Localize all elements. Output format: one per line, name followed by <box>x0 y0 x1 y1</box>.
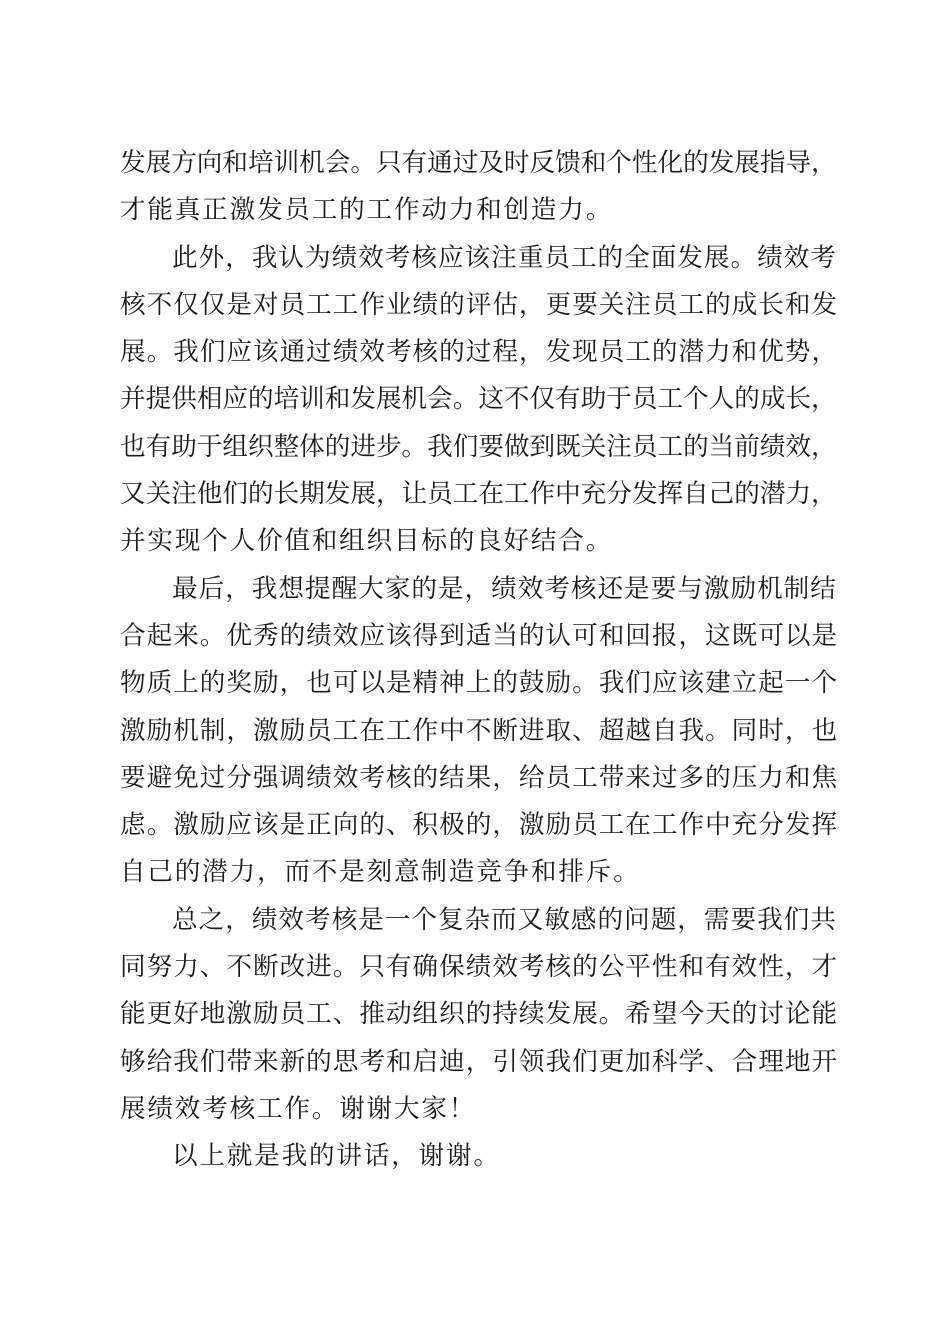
text-line: 并实现个人价值和组织目标的良好结合。 <box>120 526 614 557</box>
paragraph-first-line: 此外，我认为绩效考核应该注重员工的全面发展。绩效考 <box>172 242 837 273</box>
text-line: 也有助于组织整体的进步。我们要做到既关注员工的当前绩效， <box>120 431 837 462</box>
text-line: 又关注他们的长期发展，让员工在工作中充分发挥自己的潜力， <box>120 479 837 510</box>
paragraph-first-line: 最后，我想提醒大家的是，绩效考核还是要与激励机制结 <box>172 573 837 604</box>
text-line: 核不仅仅是对员工工作业绩的评估，更要关注员工的成长和发 <box>120 289 839 320</box>
text-line: 合起来。优秀的绩效应该得到适当的认可和回报，这既可以是 <box>120 620 839 651</box>
text-line: 并提供相应的培训和发展机会。这不仅有助于员工个人的成长， <box>120 384 837 415</box>
text-line: 展绩效考核工作。谢谢大家！ <box>120 1093 477 1124</box>
document-body <box>120 140 840 1181</box>
text-line: 物质上的奖励，也可以是精神上的鼓励。我们应该建立起一个 <box>120 668 839 699</box>
text-line: 才能真正激发员工的工作动力和创造力。 <box>120 195 614 226</box>
text-line: 够给我们带来新的思考和启迪，引领我们更加科学、合理地开 <box>120 1046 839 1077</box>
text-line: 虑。激励应该是正向的、积极的，激励员工在工作中充分发挥 <box>120 810 839 841</box>
paragraph-first-line: 总之，绩效考核是一个复杂而又敏感的问题，需要我们共 <box>172 904 837 935</box>
closing-line: 以上就是我的讲话，谢谢。 <box>172 1141 501 1172</box>
text-line: 展。我们应该通过绩效考核的过程，发现员工的潜力和优势， <box>120 337 839 368</box>
text-line: 激励机制，激励员工在工作中不断进取、超越自我。同时，也 <box>120 715 839 746</box>
text-line: 能更好地激励员工、推动组织的持续发展。希望今天的讨论能 <box>120 999 839 1030</box>
text-line: 发展方向和培训机会。只有通过及时反馈和个性化的发展指导， <box>120 148 837 178</box>
text-line: 同努力、不断改进。只有确保绩效考核的公平性和有效性，才 <box>120 952 839 983</box>
text-line: 要避免过分强调绩效考核的结果，给员工带来过多的压力和焦 <box>120 762 839 793</box>
text-line: 自己的潜力，而不是刻意制造竞争和排斥。 <box>120 857 641 888</box>
